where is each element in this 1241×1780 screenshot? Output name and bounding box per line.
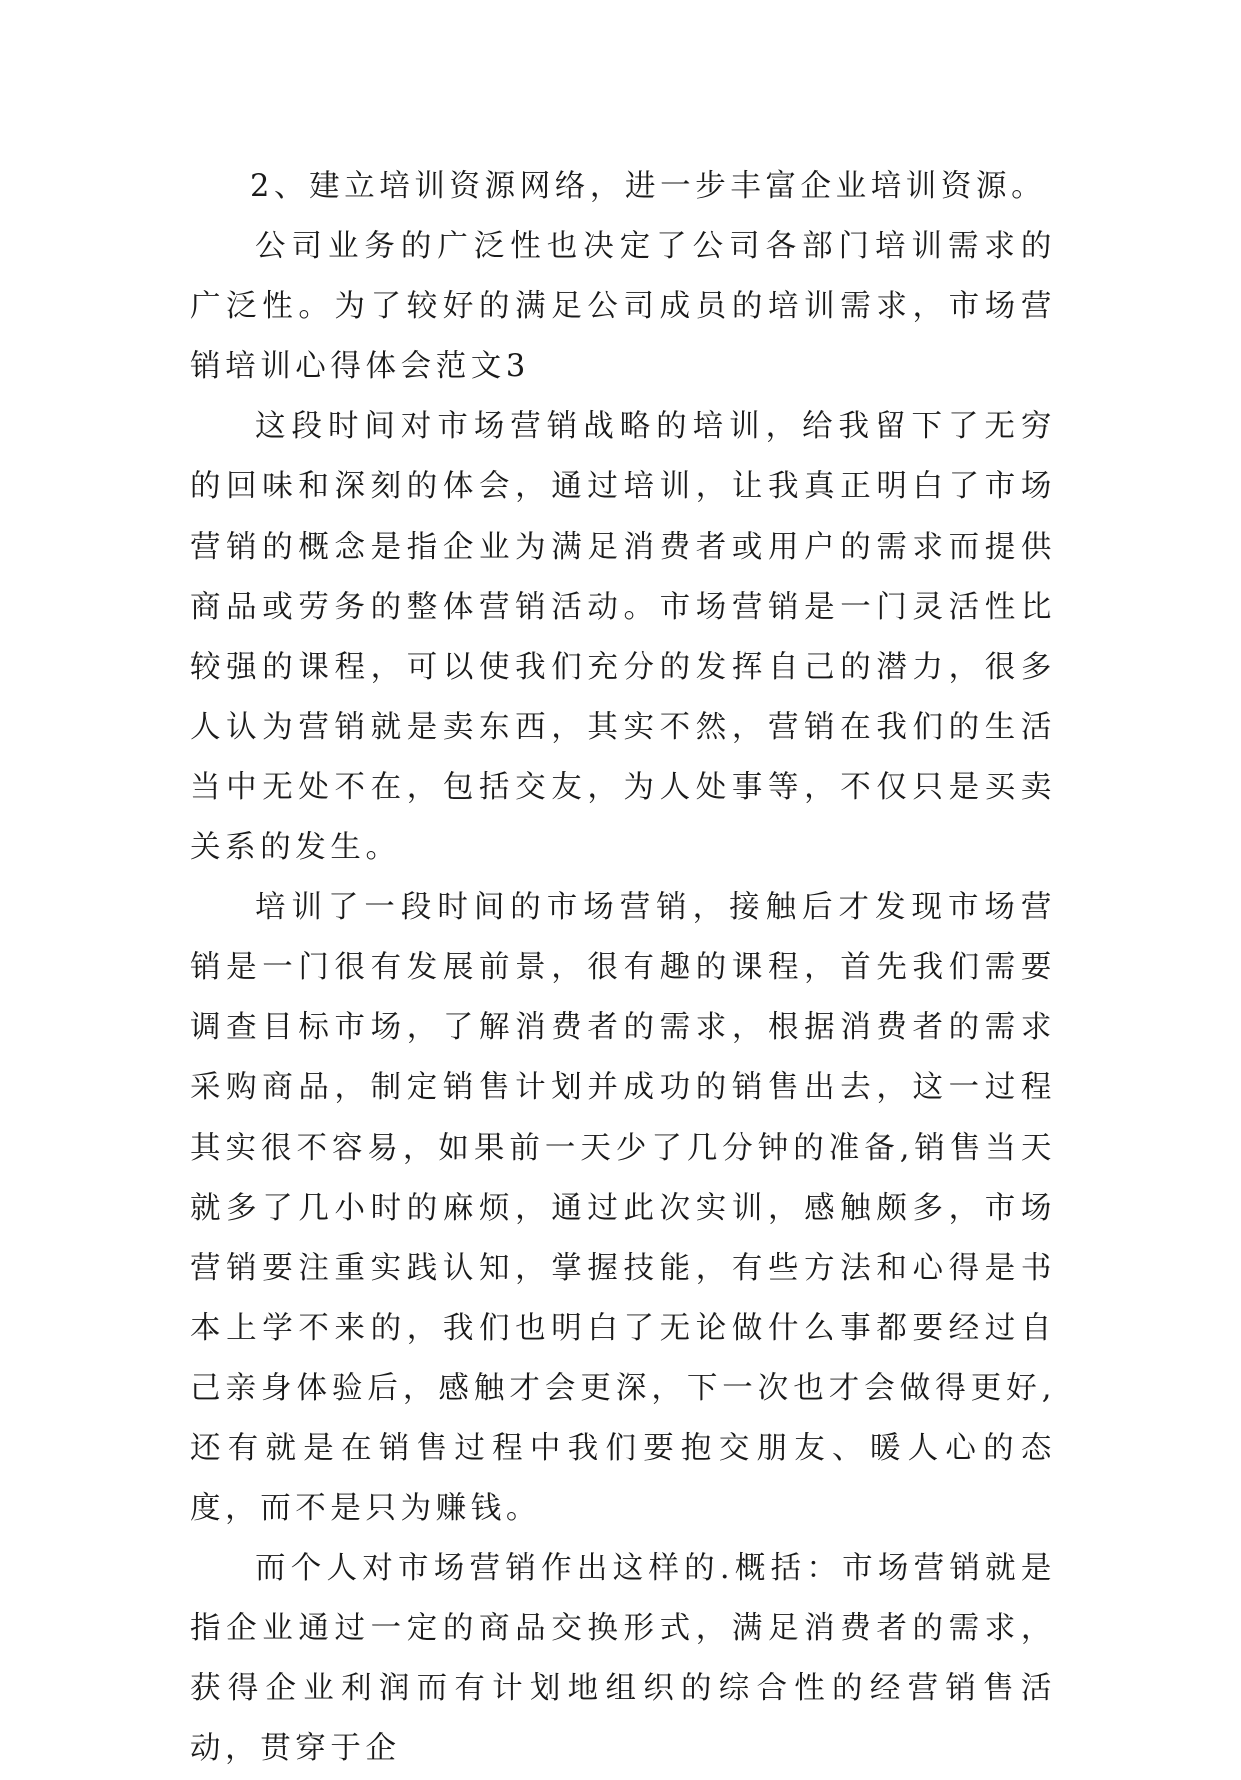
paragraph-training-needs: 公司业务的广泛性也决定了公司各部门培训需求的广泛性。为了较好的满足公司成员的培训需求，市场营销培训心得体会范文3 (190, 229, 1056, 385)
paragraph-marketing-experience: 培训了一段时间的市场营销，接触后才发现市场营销是一门很有发展前景，很有趣的课程，首先我们需要调查目标市场，了解消费者的需求，根据消费者的需求采购商品，制定销售计划并成功的销售出去，这一过程其实很不容易，如果前一天少了几分钟的准备,销售当天就多了几小时的麻烦，通过此次实训，感触颇多，市场营销要注重实践认知，掌握技能，有些方法和心得是书本上学不来的，我们也明白了无论做什么事都要经过自己亲身体验后，感触才会更深，下一次也才会做得更好,还有就是在销售过程中我们要抱交朋友、暖人心的态度，而不是只为赚钱。 (190, 890, 1056, 1527)
paragraph-marketing-summary: 而个人对市场营销作出这样的.概括：市场营销就是指企业通过一定的商品交换形式，满足消费者的需求，获得企业利润而有计划地组织的综合性的经营销售活动，贯穿于企 (190, 1551, 1056, 1767)
paragraph-marketing-concept: 这段时间对市场营销战略的培训，给我留下了无穷的回味和深刻的体会，通过培训，让我真正明白了市场营销的概念是指企业为满足消费者或用户的需求而提供商品或劳务的整体营销活动。市场营销是一门灵活性比较强的课程，可以使我们充分的发挥自己的潜力，很多人认为营销就是卖东西，其实不然，营销在我们的生活当中无处不在，包括交友，为人处事等，不仅只是买卖关系的发生。 (190, 409, 1056, 866)
document-body (190, 157, 1056, 1780)
paragraph-training-network: 2、建立培训资源网络，进一步丰富企业培训资源。 (250, 169, 1047, 204)
